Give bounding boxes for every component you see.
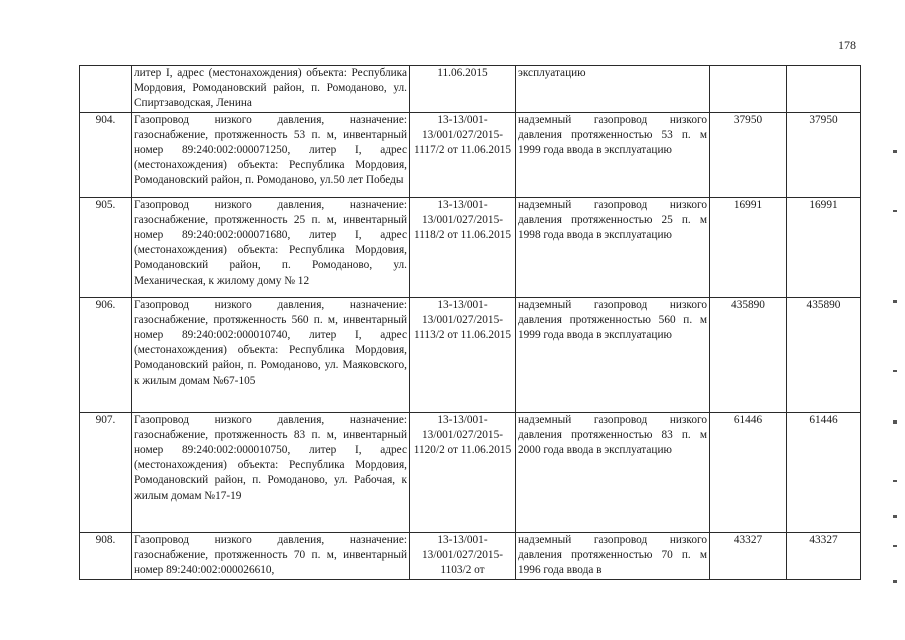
row-number: 904. <box>80 112 132 197</box>
book-value: 435890 <box>710 297 787 412</box>
residual-value: 61446 <box>787 412 861 532</box>
book-value: 16991 <box>710 197 787 297</box>
object-description: Газопровод низкого давления, назначение: газоснабжение, протяженность 53 п. м, инвентарный номер 89:240:002:000071250, литер I, адрес (местонахождения) объекта: Республика Мордовия, Ромодановский район, п. Ромоданово, ул.50 лет Победы <box>132 112 410 197</box>
residual-value: 43327 <box>787 532 861 579</box>
residual-value: 37950 <box>787 112 861 197</box>
object-characteristics: эксплуатацию <box>516 66 710 113</box>
table-row <box>80 532 861 579</box>
table-row <box>80 412 861 532</box>
table-row <box>80 112 861 197</box>
row-number: 906. <box>80 297 132 412</box>
registration-record: 13-13/001-13/001/027/2015-1103/2 от <box>410 532 516 579</box>
table-row <box>80 197 861 297</box>
registration-record: 13-13/001-13/001/027/2015-1113/2 от 11.06.2015 <box>410 297 516 412</box>
row-number: 907. <box>80 412 132 532</box>
property-registry-table <box>79 65 861 580</box>
registration-record: 13-13/001-13/001/027/2015-1118/2 от 11.06.2015 <box>410 197 516 297</box>
scan-margin-marks <box>893 150 899 620</box>
table-row <box>80 66 861 113</box>
registration-record: 11.06.2015 <box>410 66 516 113</box>
object-characteristics: надземный газопровод низкого давления протяженностью 560 п. м 1999 года ввода в эксплуатацию <box>516 297 710 412</box>
residual-value: 16991 <box>787 197 861 297</box>
row-number: 905. <box>80 197 132 297</box>
book-value: 43327 <box>710 532 787 579</box>
registration-record: 13-13/001-13/001/027/2015-1117/2 от 11.06.2015 <box>410 112 516 197</box>
book-value <box>710 66 787 113</box>
object-description: Газопровод низкого давления, назначение: газоснабжение, протяженность 25 п. м, инвентарный номер 89:240:002:000071680, литер I, адрес (местонахождения) объекта: Республика Мордовия, Ромодановский район, п. Ромоданово, ул. Механическая, к жилому дому № 12 <box>132 197 410 297</box>
object-characteristics: надземный газопровод низкого давления протяженностью 70 п. м 1996 года ввода в <box>516 532 710 579</box>
object-description: Газопровод низкого давления, назначение: газоснабжение, протяженность 70 п. м, инвентарный номер 89:240:002:000026610, <box>132 532 410 579</box>
object-description: Газопровод низкого давления, назначение: газоснабжение, протяженность 560 п. м, инвентарный номер 89:240:002:000010740, литер I, адрес (местонахождения) объекта: Республика Мордовия, Ромодановский район, п. Ромоданово, ул. Маяковского, к жилым домам №67-105 <box>132 297 410 412</box>
table-row <box>80 297 861 412</box>
residual-value <box>787 66 861 113</box>
book-value: 61446 <box>710 412 787 532</box>
page-number: 178 <box>838 38 856 52</box>
book-value: 37950 <box>710 112 787 197</box>
object-characteristics: надземный газопровод низкого давления протяженностью 83 п. м 2000 года ввода в эксплуатацию <box>516 412 710 532</box>
object-characteristics: надземный газопровод низкого давления протяженностью 25 п. м 1998 года ввода в эксплуатацию <box>516 197 710 297</box>
object-description: Газопровод низкого давления, назначение: газоснабжение, протяженность 83 п. м, инвентарный номер 89:240:002:000010750, литер I, адрес (местонахождения) объекта: Республика Мордовия, Ромодановский район, п. Ромоданово, ул. Рабочая, к жилым домам №17-19 <box>132 412 410 532</box>
residual-value: 435890 <box>787 297 861 412</box>
row-number: 908. <box>80 532 132 579</box>
object-description: литер I, адрес (местонахождения) объекта: Республика Мордовия, Ромодановский район, п. Ромоданово, ул. Спиртзаводская, Ленина <box>132 66 410 113</box>
registration-record: 13-13/001-13/001/027/2015-1120/2 от 11.06.2015 <box>410 412 516 532</box>
object-characteristics: надземный газопровод низкого давления протяженностью 53 п. м 1999 года ввода в эксплуатацию <box>516 112 710 197</box>
row-number <box>80 66 132 113</box>
